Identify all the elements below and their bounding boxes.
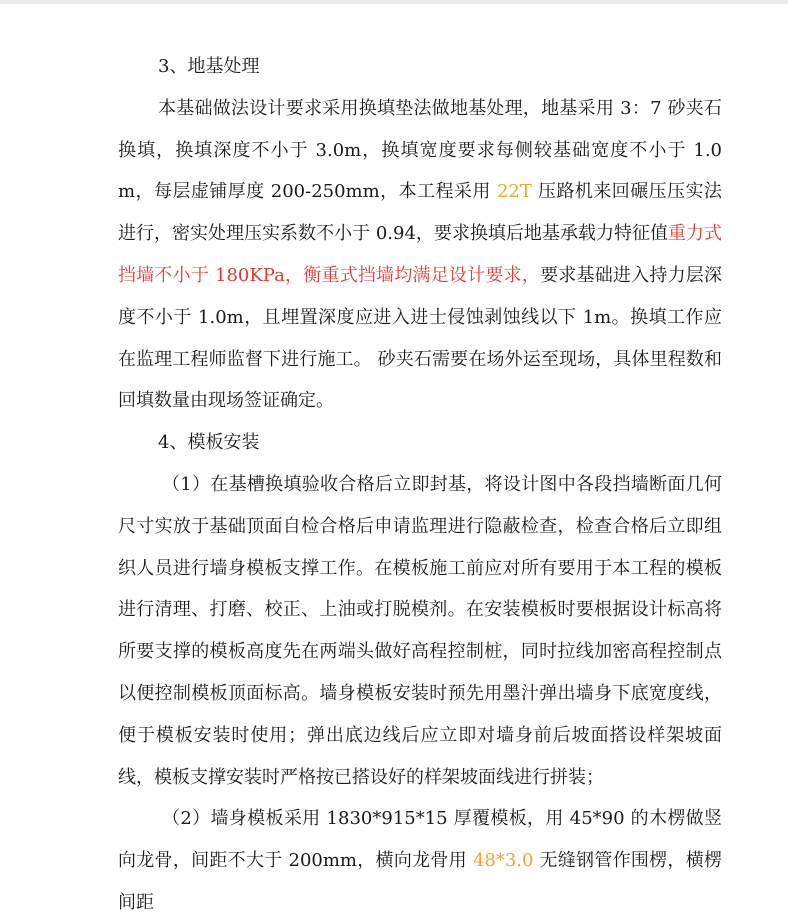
text-segment: 要求基础进入持力层深度不小于 1.0m，且埋置深度应进入进士侵蚀剥蚀线以下 1m。换填工作应在监理工程师监督下进行施工。 砂夹石需要在场外运至现场，具体里程数和回填数量由现场签证确定。: [118, 264, 723, 412]
highlight-orange-text: 22T: [496, 181, 532, 203]
paragraph-text: [118, 798, 722, 923]
text-segment: 无缝钢管作围楞，横楞间距: [118, 850, 722, 913]
paragraph-text: [118, 88, 722, 422]
paragraph-formwork-item-2: [118, 798, 722, 923]
text-segment: 压路机来回碾压压实法进行，密实处理压实系数不小于 0.94，要求换填后地基承载力特征值: [118, 181, 722, 245]
paragraph-foundation-treatment: [118, 88, 722, 422]
paragraph-text: [118, 464, 722, 798]
document-page: [118, 46, 722, 924]
text-segment: （1）在基槽换填验收合格后立即封基，将设计图中各段挡墙断面几何尺寸实放于基础顶面自检合格后申请监理进行隐蔽检查，检查合格后立即组织人员进行墙身模板支撑工作。在模板施工前应对所有要用于本工程的模板进行清理、打磨、校正、上油或打脱模剂。在安装模板时要根据设计标高将所要支撑的模板高度先在两端头做好高程控制桩，同时拉线加密高程控制点以便控制模板顶面标高。墙身模板安装时预先用墨汁弹出墙身下底宽度线，便于模板安装时使用；弹出底边线后应立即对墙身前后坡面搭设样架坡面线，模板支撑安装时严格按已搭设好的样架坡面线进行拼装；: [118, 473, 722, 788]
section-heading-formwork: 4、模板安装: [158, 432, 260, 454]
section-heading-foundation: 3、地基处理: [158, 56, 260, 77]
text-segment: 本基础做法设计要求采用换填垫法做地基处理，地基采用 3：7 砂夹石换填，换填深度不小于 3.0m，换填宽度要求每侧较基础宽度不小于 1.0m，每层虚铺厚度 200-250mm，本工程采用: [118, 97, 722, 203]
highlight-orange-text: 48*3.0: [472, 850, 534, 872]
text-segment: （2）墙身模板采用 1830*915*15 厚覆模板，用 45*90 的木楞做竖向龙骨，间距不大于 200mm，横向龙骨用: [118, 808, 722, 872]
paragraph-formwork-item-1: [118, 464, 722, 798]
highlight-red-text: 重力式挡墙不小于 180KPa，衡重式挡墙均满足设计要求，: [118, 223, 723, 286]
top-toolbar-strip: [0, 0, 788, 4]
